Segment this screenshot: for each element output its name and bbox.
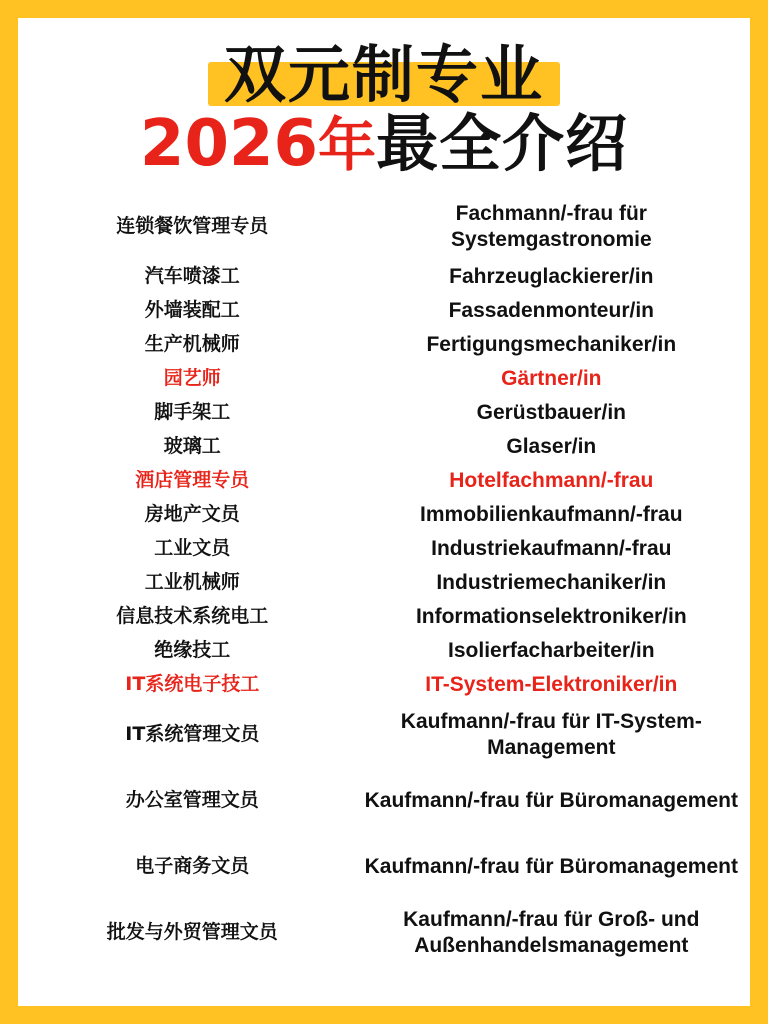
profession-name-cn: 批发与外贸管理文员 <box>106 921 278 944</box>
table-row <box>28 834 740 900</box>
profession-name-cn: 房地产文员 <box>144 503 240 526</box>
profession-name-cn: 园艺师 <box>163 367 221 390</box>
profession-name-de: Gärtner/in <box>501 367 602 391</box>
profession-name-cn: 外墙装配工 <box>144 299 240 322</box>
table-row <box>28 464 740 498</box>
profession-name-cn: IT系统管理文员 <box>125 723 260 746</box>
profession-name-de: Kaufmann/-frau für IT-System-Management <box>400 710 702 759</box>
profession-name-de: Industriekaufmann/-frau <box>431 537 672 561</box>
poster-card <box>18 18 750 1006</box>
table-row <box>28 768 740 834</box>
poster-header <box>18 18 750 181</box>
profession-name-de: Hotelfachmann/-frau <box>449 469 654 493</box>
table-row <box>28 362 740 396</box>
title-line-1-text: 双元制专业 <box>223 38 544 111</box>
table-row <box>28 194 740 260</box>
title-line-1 <box>223 38 544 111</box>
title-line-2 <box>18 107 750 181</box>
profession-name-de: Immobilienkaufmann/-frau <box>420 503 683 527</box>
profession-name-cn: 办公室管理文员 <box>125 789 259 812</box>
table-row <box>28 702 740 768</box>
table-row <box>28 532 740 566</box>
table-row <box>28 396 740 430</box>
table-row <box>28 260 740 294</box>
profession-name-de: Fahrzeuglackierer/in <box>449 265 654 289</box>
profession-name-cn: 连锁餐饮管理专员 <box>116 215 269 238</box>
profession-name-cn: 生产机械师 <box>144 333 240 356</box>
profession-name-de: Fachmann/-frau für Systemgastronomie <box>450 202 652 251</box>
profession-name-de: Industriemechaniker/in <box>436 571 667 595</box>
profession-name-cn: 绝缘技工 <box>154 639 231 662</box>
profession-name-de: IT-System-Elektroniker/in <box>425 673 678 697</box>
title-line-2-text: 最全介绍 <box>376 107 629 180</box>
profession-name-de: Kaufmann/-frau für Büromanagement <box>364 855 738 879</box>
table-row <box>28 328 740 362</box>
table-row <box>28 900 740 966</box>
profession-name-de: Glaser/in <box>506 435 597 459</box>
profession-name-cn: 酒店管理专员 <box>135 469 250 492</box>
profession-name-cn: 电子商务文员 <box>135 855 250 878</box>
title-year: 2026 <box>139 107 319 181</box>
profession-name-cn: 玻璃工 <box>163 435 221 458</box>
table-row <box>28 294 740 328</box>
profession-name-cn: 汽车喷漆工 <box>144 265 240 288</box>
table-row <box>28 600 740 634</box>
profession-name-de: Informationselektroniker/in <box>415 605 687 629</box>
profession-name-cn: 工业文员 <box>154 537 231 560</box>
profession-name-de: Kaufmann/-frau für Groß- und Außenhandelsmanagement <box>403 908 700 957</box>
profession-name-de: Isolierfacharbeiter/in <box>448 639 655 663</box>
title-year-suffix: 年 <box>318 111 377 179</box>
profession-name-de: Fassadenmonteur/in <box>448 299 654 323</box>
profession-name-de: Fertigungsmechaniker/in <box>426 333 677 357</box>
profession-name-cn: 脚手架工 <box>154 401 231 424</box>
table-row <box>28 634 740 668</box>
profession-name-de: Kaufmann/-frau für Büromanagement <box>364 789 738 813</box>
profession-name-cn: IT系统电子技工 <box>125 673 260 696</box>
profession-name-cn: 工业机械师 <box>144 571 240 594</box>
table-row <box>28 498 740 532</box>
table-row <box>28 566 740 600</box>
profession-name-cn: 信息技术系统电工 <box>116 605 269 628</box>
profession-name-de: Gerüstbauer/in <box>476 401 626 425</box>
profession-list <box>18 194 750 966</box>
table-row <box>28 430 740 464</box>
table-row <box>28 668 740 702</box>
